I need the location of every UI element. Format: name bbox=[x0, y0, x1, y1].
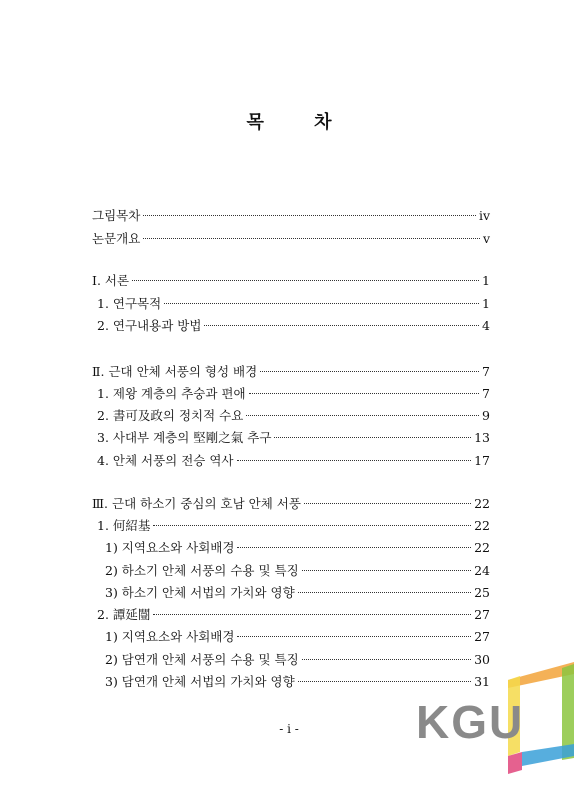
toc-entry-page: 30 bbox=[474, 652, 490, 667]
toc-entry-page: 22 bbox=[474, 496, 490, 511]
toc-entry-label: 1. 연구목적 bbox=[97, 296, 162, 311]
toc-entry-label: Ⅲ. 근대 하소기 중심의 호남 안체 서풍 bbox=[92, 496, 301, 511]
toc-entry-label: 2. 연구내용과 방법 bbox=[97, 318, 202, 333]
toc-entry[interactable] bbox=[97, 428, 490, 446]
toc-entry-label: 2) 하소기 안체 서풍의 수용 및 특징 bbox=[105, 563, 299, 578]
toc-entry-page: 31 bbox=[474, 674, 490, 689]
toc-entry[interactable] bbox=[105, 561, 490, 579]
dot-leader bbox=[249, 393, 479, 394]
toc-entry[interactable] bbox=[97, 605, 490, 623]
toc-entry-label: 2. 譚延闓 bbox=[97, 607, 151, 622]
toc-entry-label: 4. 안체 서풍의 전승 역사 bbox=[97, 453, 234, 468]
dot-leader bbox=[298, 592, 471, 593]
toc-entry[interactable] bbox=[97, 294, 490, 312]
toc-entry[interactable] bbox=[92, 206, 490, 224]
toc-entry-page: ⅳ bbox=[478, 208, 490, 223]
toc-entry-label: 3. 사대부 계층의 堅剛之氣 추구 bbox=[97, 430, 272, 445]
toc-entry-label: 논문개요 bbox=[92, 231, 141, 246]
toc-entry-page: 27 bbox=[474, 629, 490, 644]
toc-entry[interactable] bbox=[105, 583, 490, 601]
toc-entry-label: 1) 지역요소와 사회배경 bbox=[105, 629, 235, 644]
page-number: - i - bbox=[279, 722, 299, 736]
dot-leader bbox=[153, 614, 471, 615]
toc-entry[interactable] bbox=[97, 516, 490, 534]
toc-entry-page: 17 bbox=[474, 453, 490, 468]
dot-leader bbox=[164, 303, 479, 304]
toc-entry-label: 3) 담연개 안체 서법의 가치와 영향 bbox=[105, 674, 295, 689]
toc-entry-page: 7 bbox=[482, 364, 490, 379]
toc-entry[interactable] bbox=[97, 316, 490, 334]
toc-entry-page: 1 bbox=[482, 273, 490, 288]
toc-entry-label: Ⅰ. 서론 bbox=[92, 273, 130, 288]
toc-entry-page: ⅴ bbox=[482, 231, 490, 246]
dot-leader bbox=[153, 525, 471, 526]
toc-entry[interactable] bbox=[97, 384, 490, 402]
toc-entry[interactable] bbox=[92, 494, 490, 512]
toc-entry[interactable] bbox=[105, 538, 490, 556]
toc-entry-page: 27 bbox=[474, 607, 490, 622]
toc-entry-page: 13 bbox=[474, 430, 490, 445]
svg-text:KGU: KGU bbox=[416, 696, 525, 748]
toc-entry[interactable] bbox=[92, 362, 490, 380]
dot-leader bbox=[274, 437, 471, 438]
toc-entry[interactable] bbox=[105, 627, 490, 645]
toc-entry-page: 24 bbox=[474, 563, 490, 578]
toc-entry-label: 3) 하소기 안체 서법의 가치와 영향 bbox=[105, 585, 295, 600]
toc-entry-label: 2. 書可及政의 정치적 수요 bbox=[97, 408, 244, 423]
toc-entry-page: 9 bbox=[482, 408, 490, 423]
dot-leader bbox=[237, 460, 472, 461]
dot-leader bbox=[237, 547, 471, 548]
toc-entry-label: Ⅱ. 근대 안체 서풍의 형성 배경 bbox=[92, 364, 258, 379]
toc-entry-label: 1) 지역요소와 사회배경 bbox=[105, 540, 235, 555]
toc-entry[interactable] bbox=[92, 229, 490, 247]
dot-leader bbox=[204, 325, 479, 326]
dot-leader bbox=[304, 503, 471, 504]
dot-leader bbox=[143, 238, 480, 239]
toc-entry-page: 25 bbox=[474, 585, 490, 600]
dot-leader bbox=[132, 280, 479, 281]
toc-entry-page: 7 bbox=[482, 386, 490, 401]
toc-entry-page: 1 bbox=[482, 296, 490, 311]
dot-leader bbox=[143, 215, 476, 216]
kgu-logo bbox=[416, 660, 578, 775]
toc-entry-page: 4 bbox=[482, 318, 490, 333]
dot-leader bbox=[302, 570, 471, 571]
toc-entry[interactable] bbox=[92, 271, 490, 289]
dot-leader bbox=[246, 415, 479, 416]
toc-entry-label: 2) 담연개 안체 서풍의 수용 및 특징 bbox=[105, 652, 299, 667]
dot-leader bbox=[260, 371, 479, 372]
dot-leader bbox=[237, 636, 471, 637]
toc-entry[interactable] bbox=[97, 406, 490, 424]
toc-entry-page: 22 bbox=[474, 518, 490, 533]
toc-title: 목 차 bbox=[246, 112, 354, 133]
toc-entry-label: 1. 何紹基 bbox=[97, 518, 151, 533]
toc-entry-label: 1. 제왕 계층의 추숭과 편애 bbox=[97, 386, 246, 401]
toc-entry-page: 22 bbox=[474, 540, 490, 555]
toc-entry[interactable] bbox=[97, 451, 490, 469]
toc-entry-label: 그림목차 bbox=[92, 208, 141, 223]
